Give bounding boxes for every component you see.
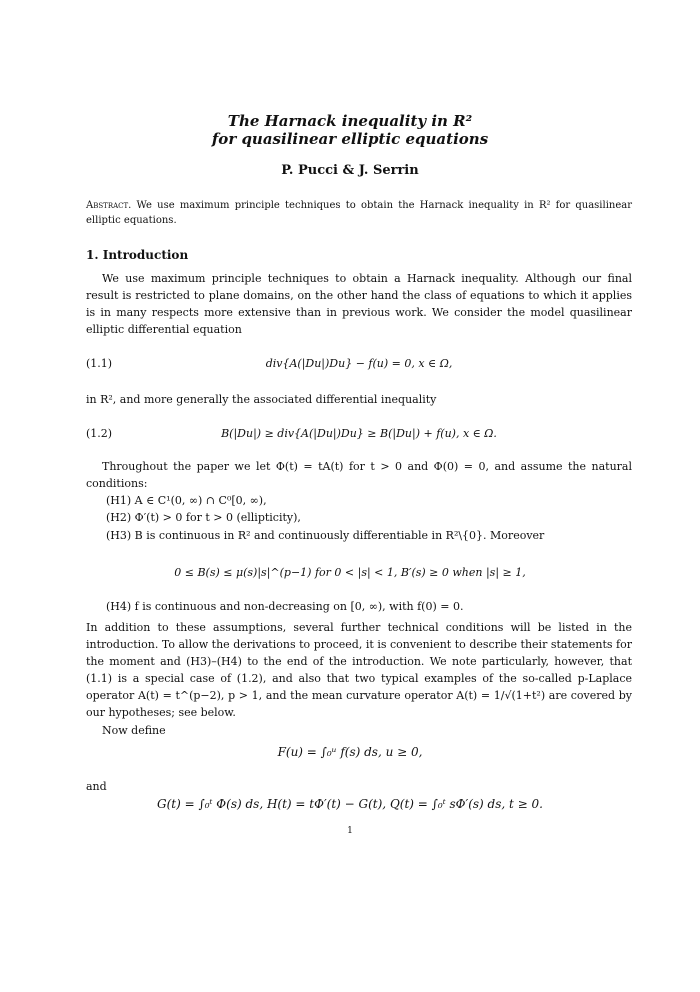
condition-h4: (H4) f is continuous and non-decreasing on [0, ∞), with f(0) = 0. — [106, 600, 464, 613]
condition-h1: (H1) A ∈ C¹(0, ∞) ∩ C⁰[0, ∞), — [106, 494, 267, 507]
equation-number: (1.1) — [86, 357, 113, 370]
equation-1-1 — [86, 357, 632, 375]
paper-title-line-2: for quasilinear elliptic equations — [211, 130, 489, 148]
equation-F-definition: F(u) = ∫₀ᵘ f(s) ds, u ≥ 0, — [277, 745, 423, 759]
abstract — [86, 198, 632, 228]
intro-paragraph: We use maximum principle techniques to obtain a Harnack inequality. Although our final result is restricted to plane domains, on the other hand the class of equations to which it applies is in many respects more extensive than in previous work. We consider the model quasilinear elliptic differential equation — [86, 272, 632, 336]
equation-body: div{A(|Du|)Du} − f(u) = 0, x ∈ Ω, — [265, 357, 453, 370]
paper-title-line-1: The Harnack inequality in R² — [227, 112, 473, 130]
equation-number: (1.2) — [86, 427, 113, 440]
abstract-lead: Abstract. — [86, 200, 132, 211]
page-number: 1 — [347, 826, 353, 836]
paragraph-throughout: Throughout the paper we let Φ(t) = tA(t) for t > 0 and Φ(0) = 0, and assume the natural conditions: — [86, 460, 632, 490]
paragraph-and: and — [86, 780, 107, 793]
paragraph-now-define: Now define — [102, 724, 166, 737]
equation-1-2 — [86, 427, 632, 445]
paper-authors: P. Pucci & J. Serrin — [281, 163, 419, 178]
condition-h2: (H2) Φ′(t) > 0 for t > 0 (ellipticity), — [106, 511, 301, 524]
condition-h3-formula: 0 ≤ B(s) ≤ μ(s)|s|^(p−1) for 0 < |s| < 1, B′(s) ≥ 0 when |s| ≥ 1, — [174, 566, 526, 579]
equation-body: B(|Du|) ≥ div{A(|Du|)Du} ≥ B(|Du|) + f(u), x ∈ Ω. — [221, 427, 497, 440]
paragraph-assumptions: In addition to these assumptions, several further technical conditions will be listed in the introduction. To allow the derivations to proceed, it is convenient to describe their statements for the moment and (H3)–(H4) to the end of the introduction. We note particularly, however, that (1.1) is a special case of (1.2), and also that two typical examples of the so-called p-Laplace operator A(t) = t^(p−2), p > 1, and the mean curvature operator A(t) = 1/√(1+t²) are covered by our hypotheses; see below. — [86, 621, 632, 719]
abstract-text: We use maximum principle techniques to obtain the Harnack inequality in R² for quasilinear elliptic equations. — [86, 200, 632, 226]
equation-G-H-Q-definitions: G(t) = ∫₀ᵗ Φ(s) ds, H(t) = tΦ′(t) − G(t), Q(t) = ∫₀ᵗ sΦ′(s) ds, t ≥ 0. — [157, 797, 543, 811]
section-heading-introduction: 1. Introduction — [86, 248, 189, 262]
paragraph-after-eq1: in R², and more generally the associated differential inequality — [86, 393, 437, 406]
condition-h3: (H3) B is continuous in R² and continuously differentiable in R²\{0}. Moreover — [106, 529, 545, 542]
